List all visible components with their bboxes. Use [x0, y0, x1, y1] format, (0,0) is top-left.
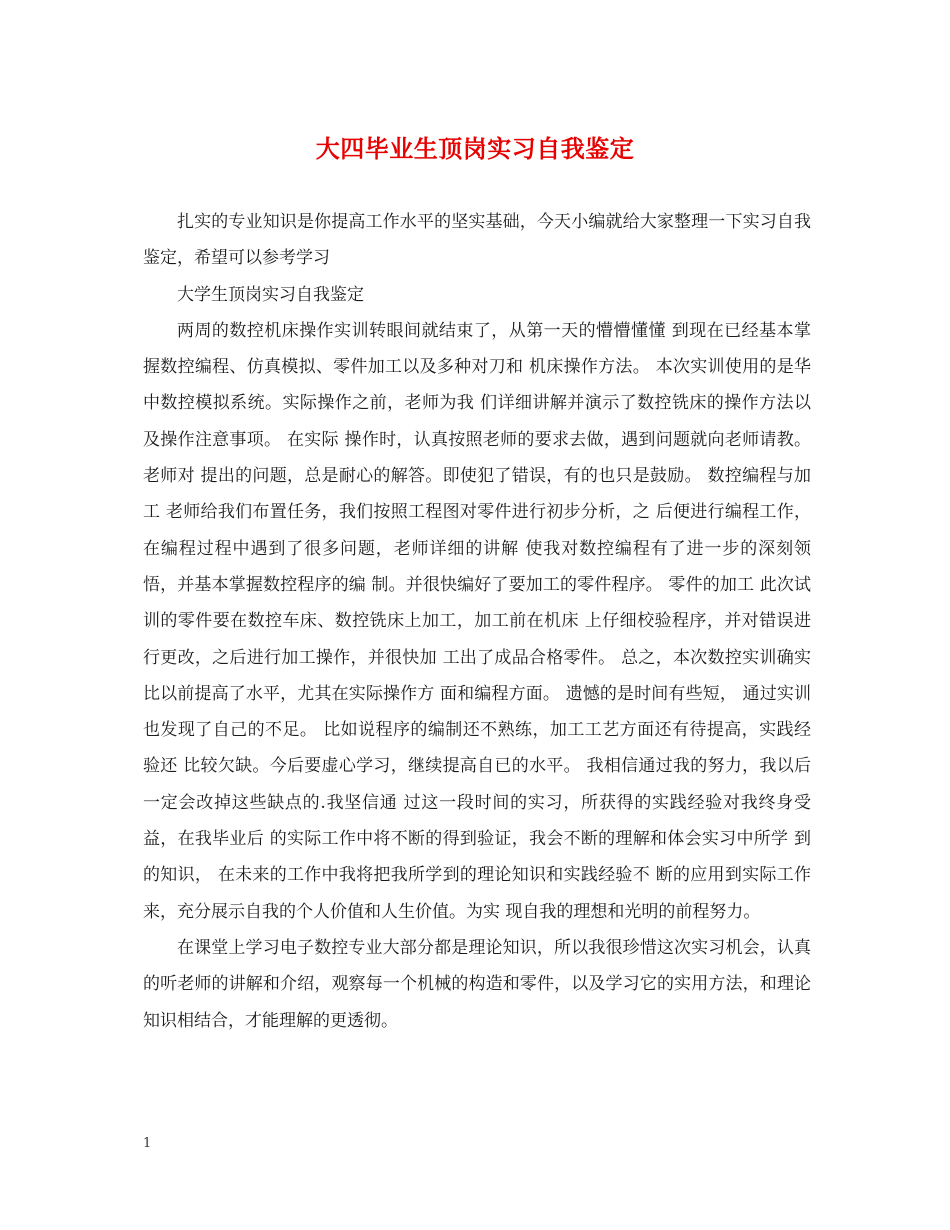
section-heading: 大学生顶岗实习自我鉴定	[177, 284, 364, 305]
closing-paragraph: 在课堂上学习电子数控专业大部分都是理论知识，所以我很珍惜这次实习机会，认真的听老师的讲解和介绍，观察每一个机械的构造和零件，以及学习它的实用方法，和理论知识相结合，才能理解的更透彻。	[143, 937, 811, 1031]
page-number: 1	[143, 1136, 152, 1151]
document-body	[143, 204, 811, 1039]
document-title: 大四毕业生顶岗实习自我鉴定	[315, 134, 635, 163]
intro-paragraph: 扎实的专业知识是你提高工作水平的坚实基础，今天小编就给大家整理一下实习自我鉴定，希望可以参考学习	[143, 212, 811, 269]
main-paragraph: 两周的数控机床操作实训转眼间就结束了，从第一天的懵懵懂懂 到现在已经基本掌握数控编程、仿真模拟、零件加工以及多种对刀和 机床操作方法。 本次实训使用的是华中数控模拟系统。实际操作之前，老师为我 们详细讲解并演示了数控铣床的操作方法以及操作注意事项。 在实际 操作时，认真按照老师的要求去做，遇到问题就向老师请教。老师对 提出的问题，总是耐心的解答。即使犯了错误，有的也只是鼓励。 数控编程与加工 老师给我们布置任务，我们按照工程图对零件进行初步分析，之 后便进行编程工作，在编程过程中遇到了很多问题，老师详细的讲解 使我对数控编程有了进一步的深刻领悟，并基本掌握数控程序的编 制。并很快编好了要加工的零件程序。 零件的加工 此次试训的零件要在数控车床、数控铣床上加工，加工前在机床 上仔细校验程序，并对错误进行更改，之后进行加工操作，并很快加 工出了成品合格零件。 总之，本次数控实训确实比以前提高了水平，尤其在实际操作方 面和编程方面。 遗憾的是时间有些短， 通过实训也发现了自己的不足。 比如说程序的编制还不熟练，加工工艺方面还有待提高，实践经验还 比较欠缺。今后要虚心学习，继续提高自已的水平。 我相信通过我的努力，我以后一定会改掉这些缺点的.我坚信通 过这一段时间的实习，所获得的实践经验对我终身受益，在我毕业后 的实际工作中将不断的得到验证，我会不断的理解和体会实习中所学 到的知识， 在未来的工作中我将把我所学到的理论知识和实践经验不 断的应用到实际工作来，充分展示自我的个人价值和人生价值。为实 现自我的理想和光明的前程努力。	[143, 320, 811, 922]
